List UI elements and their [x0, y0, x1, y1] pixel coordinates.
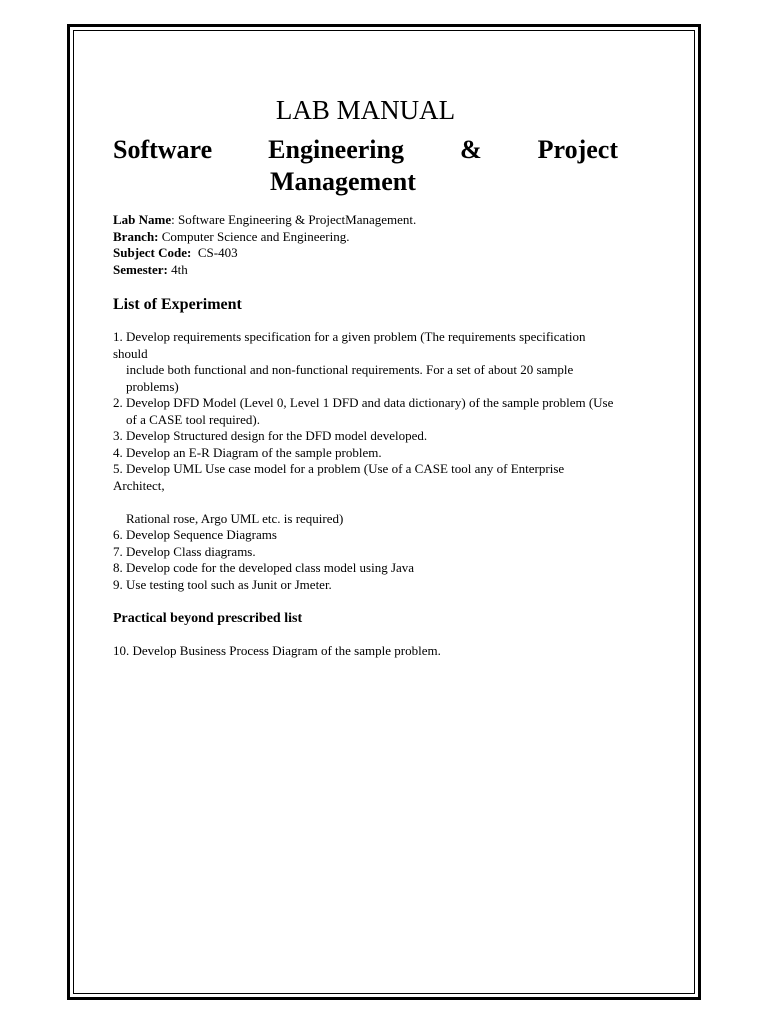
meta-label: Semester:	[113, 261, 168, 277]
list-item: include both functional and non-functional requirements. For a set of about 20 sample	[126, 362, 574, 377]
list-item: Rational rose, Argo UML etc. is required)	[126, 510, 344, 526]
course-title-word: Project	[537, 135, 618, 164]
list-item: 6. Develop Sequence Diagrams	[113, 527, 277, 542]
course-title-word: Engineering	[268, 135, 404, 164]
list-item: 5. Develop UML Use case model for a problem (Use of a CASE tool any of Enterprise Architect,	[113, 461, 565, 493]
course-meta	[113, 212, 618, 278]
list-item: 7. Develop Class diagrams.	[113, 543, 256, 559]
experiment-list-heading: List of Experiment	[113, 296, 242, 313]
experiment-list	[113, 329, 618, 593]
list-item: of a CASE tool required).	[126, 411, 260, 427]
meta-lab-name	[113, 212, 618, 229]
page-title: LAB MANUAL	[275, 95, 456, 125]
list-item: 3. Develop Structured design for the DFD model developed.	[113, 428, 428, 443]
meta-value: : Software Engineering & ProjectManagement.	[171, 212, 417, 227]
list-item: 4. Develop an E-R Diagram of the sample problem.	[113, 444, 382, 460]
list-item: 8. Develop code for the developed class model using Java	[113, 560, 415, 575]
meta-label: Lab Name	[113, 212, 172, 227]
meta-value: CS-403	[191, 245, 238, 260]
list-item: problems)	[126, 378, 179, 394]
meta-value: Computer Science and Engineering.	[158, 228, 350, 244]
course-title-word: &	[459, 135, 482, 164]
meta-label: Branch:	[113, 228, 159, 244]
practical-heading: Practical beyond prescribed list	[113, 611, 303, 626]
meta-subject-code	[113, 245, 618, 262]
meta-value: 4th	[167, 261, 188, 277]
document-content	[113, 92, 618, 659]
meta-branch	[113, 229, 618, 246]
list-item: 2. Develop DFD Model (Level 0, Level 1 DFD and data dictionary) of the sample problem (Use	[113, 395, 614, 410]
course-title-line-2: Management	[270, 167, 416, 196]
list-item: should	[113, 345, 148, 361]
list-item: 1. Develop requirements specification for a given problem (The requirements specification	[113, 329, 586, 344]
list-spacer	[113, 494, 618, 511]
course-title-word: Software	[113, 135, 213, 164]
practical-item: 10. Develop Business Process Diagram of the sample problem.	[113, 643, 441, 658]
course-title	[113, 134, 618, 198]
course-title-line-1	[113, 134, 618, 166]
list-item: 9. Use testing tool such as Junit or Jmeter.	[113, 576, 332, 592]
meta-label: Subject Code:	[113, 245, 192, 260]
meta-semester	[113, 262, 618, 279]
